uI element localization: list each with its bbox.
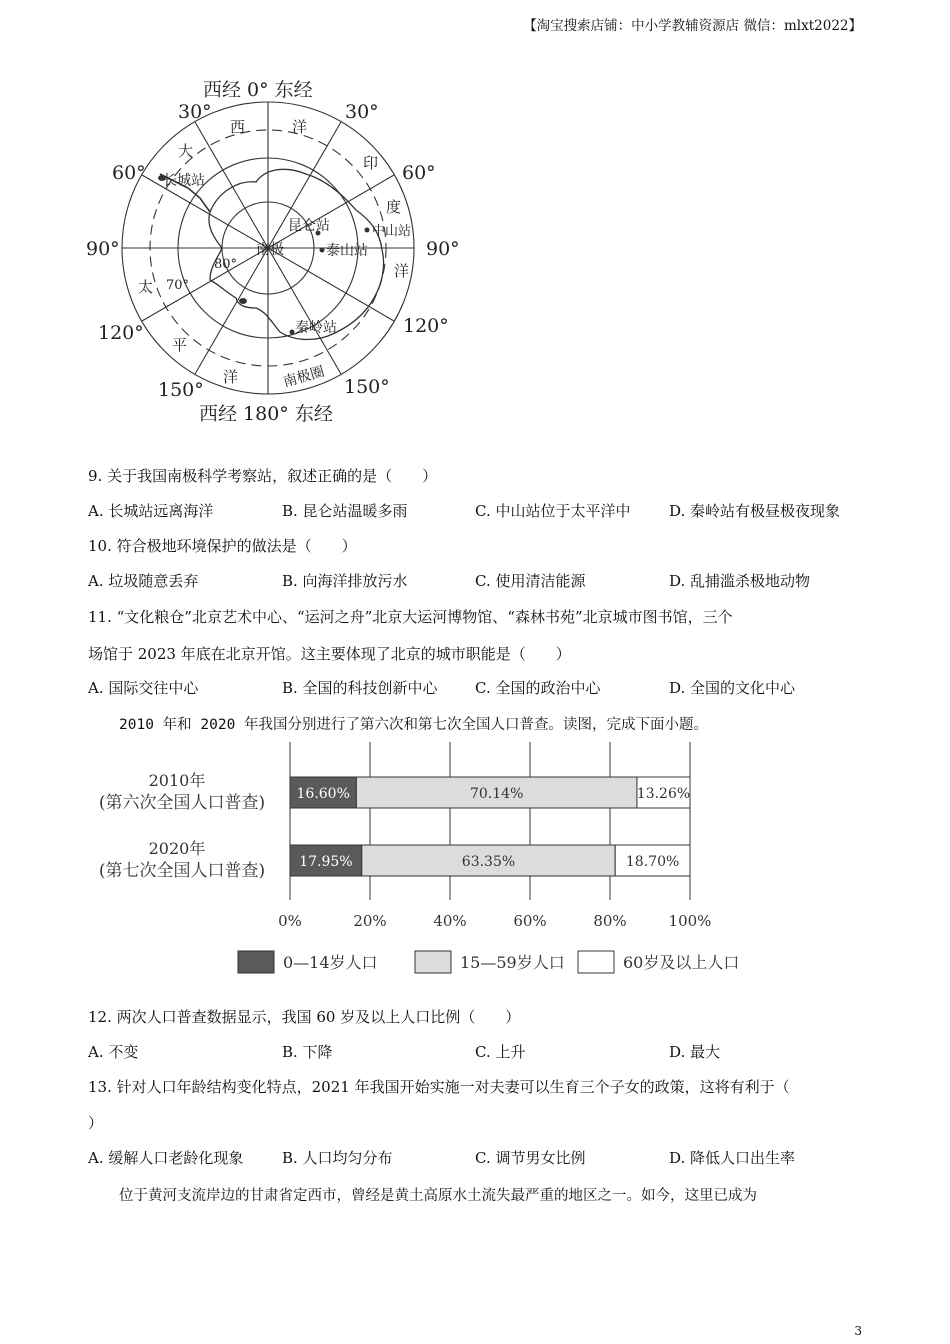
q10-option-a[interactable]: A. 垃圾随意丢弃 [88, 572, 199, 590]
category-name-label: (第七次全国人口普查) [98, 861, 266, 881]
question-12-stem: 12. 两次人口普查数据显示，我国 60 岁及以上人口比例（ ） [88, 1008, 521, 1026]
dingxi-intro: 位于黄河支流岸边的甘肃省定西市，曾经是黄土高原水土流失最严重的地区之一。如今，这里已成为 [119, 1188, 757, 1204]
question-11-stem-line2: 场馆于 2023 年底在北京开馆。这主要体现了北京的城市职能是（ ） [88, 645, 571, 663]
qinling-station-label: 秦岭站 [295, 320, 337, 336]
zhongshan-station-label: 中山站 [372, 224, 412, 239]
svg-text:90°: 90° [86, 238, 120, 260]
q12-option-a[interactable]: A. 不变 [88, 1043, 139, 1061]
q12-option-b[interactable]: B. 下降 [282, 1043, 333, 1061]
q10-option-d[interactable]: D. 乱捕滥杀极地动物 [669, 572, 811, 590]
taishan-station-marker [320, 248, 325, 253]
q9-option-a[interactable]: A. 长城站远离海洋 [88, 502, 214, 520]
svg-text:120°: 120° [98, 322, 144, 344]
zhongshan-station-marker [365, 228, 370, 233]
legend-swatch [238, 951, 274, 973]
category-year-label: 2020年 [148, 839, 206, 858]
page-number: 3 [854, 1324, 862, 1338]
svg-text:150°: 150° [158, 379, 204, 401]
svg-text:洋: 洋 [394, 262, 410, 280]
question-9-stem: 9. 关于我国南极科学考察站，叙述正确的是（ ） [88, 467, 438, 485]
q11-option-d[interactable]: D. 全国的文化中心 [669, 679, 796, 697]
x-tick-label: 100% [668, 912, 712, 930]
bar-value-label: 70.14% [469, 786, 524, 802]
svg-text:60°: 60° [112, 162, 146, 184]
taishan-station-label: 泰山站 [326, 243, 368, 259]
svg-text:度: 度 [386, 198, 402, 216]
category-name-label: (第六次全国人口普查) [98, 793, 266, 813]
svg-text:洋: 洋 [223, 368, 239, 386]
header-store-info: 【淘宝搜索店铺：中小学教辅资源店 微信：mlxt2022】 [523, 18, 862, 34]
q13-option-b[interactable]: B. 人口均匀分布 [282, 1149, 393, 1167]
svg-text:80°: 80° [214, 257, 238, 272]
svg-text:洋: 洋 [292, 118, 308, 136]
census-intro: 2010 年和 2020 年我国分别进行了第六次和第七次全国人口普查。读图，完成下面小题。 [119, 717, 709, 733]
x-tick-label: 60% [513, 912, 547, 930]
svg-text:90°: 90° [426, 238, 460, 260]
bar-value-label: 13.26% [636, 786, 691, 802]
q9-option-b[interactable]: B. 昆仑站温暖多雨 [282, 502, 408, 520]
question-13-stem-line2: ） [88, 1114, 104, 1132]
qinling-station-marker [290, 330, 295, 335]
x-tick-label: 80% [593, 912, 627, 930]
svg-text:太: 太 [138, 278, 154, 296]
svg-text:西: 西 [230, 118, 246, 136]
antarctic-circle-label: 南极圈 [281, 363, 327, 391]
legend-label: 0—14岁人口 [283, 953, 378, 972]
map-bottom-label: 西经 180° 东经 [199, 403, 333, 425]
q10-option-b[interactable]: B. 向海洋排放污水 [282, 572, 408, 590]
legend-label: 15—59岁人口 [460, 953, 565, 972]
q10-option-c[interactable]: C. 使用清洁能源 [475, 572, 586, 590]
x-tick-label: 20% [353, 912, 387, 930]
q12-option-c[interactable]: C. 上升 [475, 1043, 526, 1061]
svg-text:60°: 60° [402, 162, 436, 184]
bar-value-label: 16.60% [296, 786, 350, 802]
bar-value-label: 17.95% [299, 854, 353, 870]
svg-text:120°: 120° [403, 315, 449, 337]
q11-option-c[interactable]: C. 全国的政治中心 [475, 679, 601, 697]
svg-text:70°: 70° [166, 278, 190, 293]
svg-text:大: 大 [178, 142, 194, 160]
q9-option-c[interactable]: C. 中山站位于太平洋中 [475, 502, 631, 520]
x-tick-label: 0% [278, 912, 302, 930]
map-top-label: 西经 0° 东经 [203, 79, 313, 101]
antarctica-map [60, 70, 490, 430]
x-tick-label: 40% [433, 912, 467, 930]
south-pole-label: 南极 [256, 242, 284, 258]
q13-option-d[interactable]: D. 降低人口出生率 [669, 1149, 796, 1167]
q11-option-a[interactable]: A. 国际交往中心 [88, 679, 199, 697]
census-chart [80, 740, 780, 985]
question-10-stem: 10. 符合极地环境保护的做法是（ ） [88, 537, 357, 555]
svg-text:30°: 30° [345, 101, 379, 123]
legend-swatch [415, 951, 451, 973]
bar-value-label: 63.35% [461, 854, 516, 870]
category-year-label: 2010年 [148, 771, 206, 790]
great-wall-station-label: 长城站 [163, 173, 205, 189]
question-13-stem-line1: 13. 针对人口年龄结构变化特点，2021 年我国开始实施一对夫妻可以生育三个子女的政策，这将有利于（ [88, 1078, 790, 1096]
svg-text:30°: 30° [178, 101, 212, 123]
legend-swatch [578, 951, 614, 973]
svg-text:150°: 150° [344, 376, 390, 398]
q13-option-c[interactable]: C. 调节男女比例 [475, 1149, 586, 1167]
kunlun-station-label: 昆仑站 [288, 218, 330, 234]
legend-label: 60岁及以上人口 [623, 953, 740, 972]
bar-value-label: 18.70% [625, 854, 680, 870]
q11-option-b[interactable]: B. 全国的科技创新中心 [282, 679, 438, 697]
q12-option-d[interactable]: D. 最大 [669, 1043, 721, 1061]
question-11-stem-line1: 11. “文化粮仓”北京艺术中心、“运河之舟”北京大运河博物馆、“森林书苑”北京城市图书馆，三个 [88, 608, 733, 626]
svg-text:印: 印 [363, 154, 379, 172]
svg-text:平: 平 [172, 336, 188, 354]
q9-option-d[interactable]: D. 秦岭站有极昼极夜现象 [669, 502, 841, 520]
q13-option-a[interactable]: A. 缓解人口老龄化现象 [88, 1149, 244, 1167]
